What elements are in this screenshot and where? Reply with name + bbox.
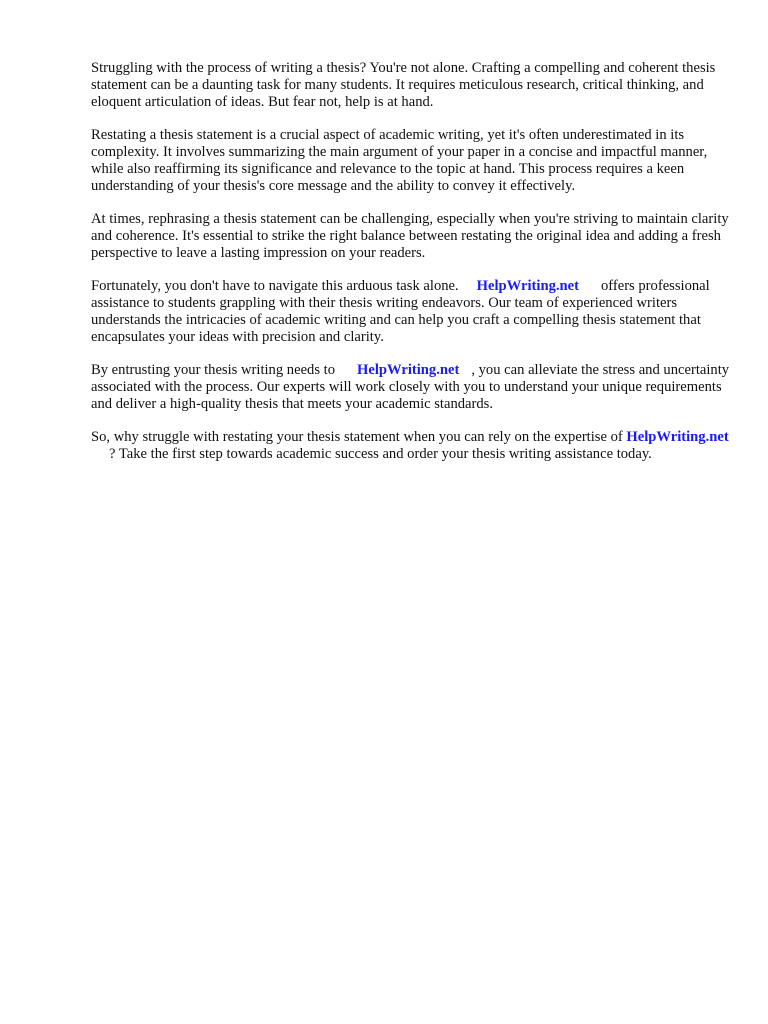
paragraph-rephrasing: At times, rephrasing a thesis statement can be challenging, especially when you're striving to maintain clarity and coherence. It's essential to strike the right balance between restating the original idea and adding a fresh perspective to leave a lasting impression on your readers. — [91, 211, 729, 261]
helpwriting-link[interactable]: HelpWriting.net — [476, 278, 579, 294]
paragraph-text: , you can alleviate the stress and uncertainty associated with the process. Our experts will work closely with you to understand your unique requirements and deliver a high-quality thesis that meets your academic standards. — [91, 362, 730, 412]
document-body — [91, 60, 731, 479]
helpwriting-link[interactable]: HelpWriting.net — [626, 429, 729, 445]
paragraph-text: Fortunately, you don't have to navigate this arduous task alone. — [91, 278, 459, 294]
paragraph-fortunately — [91, 278, 731, 346]
paragraph-text: ? Take the first step towards academic success and order your thesis writing assistance today. — [109, 446, 652, 462]
paragraph-restating: Restating a thesis statement is a crucial aspect of academic writing, yet it's often underestimated in its complexity. It involves summarizing the main argument of your paper in a concise and impactful manner, while also reaffirming its significance and relevance to the topic at hand. This process requires a keen understanding of your thesis's core message and the ability to convey it effectively. — [91, 127, 708, 194]
paragraph-text: offers professional assistance to students grappling with their thesis writing endeavors. Our team of experienced writers understands the intricacies of academic writing and can help you craft a compelling thesis statement that encapsulates your ideas with precision and clarity. — [91, 278, 710, 345]
paragraph-text: So, why struggle with restating your thesis statement when you can rely on the expertise of — [91, 429, 623, 445]
paragraph-entrusting — [91, 362, 731, 413]
paragraph-text: By entrusting your thesis writing needs to — [91, 362, 336, 378]
paragraph-intro: Struggling with the process of writing a thesis? You're not alone. Crafting a compelling and coherent thesis statement can be a daunting task for many students. It requires meticulous research, critical thinking, and eloquent articulation of ideas. But fear not, help is at hand. — [91, 60, 716, 110]
helpwriting-link[interactable]: HelpWriting.net — [357, 362, 460, 378]
paragraph-closing — [91, 429, 731, 463]
